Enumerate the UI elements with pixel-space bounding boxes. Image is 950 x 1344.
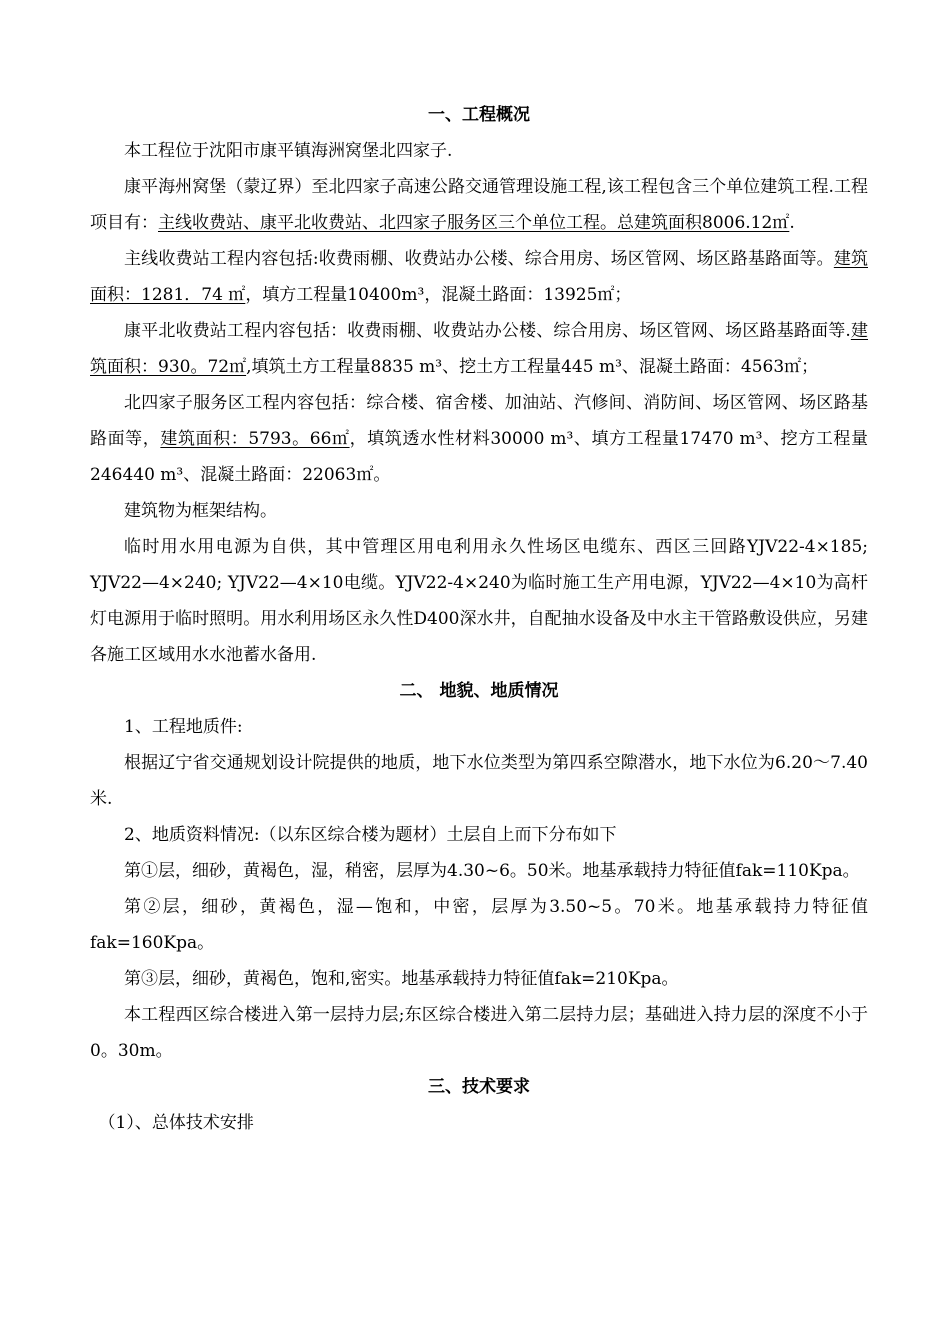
project-location-paragraph: 本工程位于沈阳市康平镇海洲窝堡北四家子. [124, 141, 453, 161]
main-toll-station-paragraph [90, 241, 868, 313]
utilities-paragraph: 临时用水用电源为自供，其中管理区用电利用永久性场区电缆东、西区三回路YJV22-4×185; YJV22—4×240; YJV22—4×10电缆。YJV22-4×240为临时施工生产用电源，YJV22—4×10为高杆灯电源用于临时照明。用水利用场区永久性D400深水井，自配抽水设备及中水主干管路敷设供应，另建各施工区域用水水池蓄水备用. [90, 537, 868, 665]
project-scope-text: 康平海州窝堡（蒙辽界）至北四家子高速公路交通管理设施工程,该工程包含三个单位建筑工程.工程项目有： [90, 177, 868, 233]
groundwater-paragraph: 根据辽宁省交通规划设计院提供的地质，地下水位类型为第四系空隙潜水，地下水位为6.20～7.40米. [90, 753, 868, 809]
technical-arrangement-item: （1）、总体技术安排 [98, 1113, 254, 1133]
structure-paragraph: 建筑物为框架结构。 [124, 501, 277, 521]
main-toll-quantities: ，填方工程量10400m³，混凝土路面：13925㎡； [245, 285, 632, 305]
service-area-paragraph [90, 385, 868, 493]
service-area-quantities: ，填筑透水性材料30000 m³、填方工程量17470 m³、挖方工程量246440 m³、混凝土路面：22063㎡。 [90, 429, 869, 485]
kangping-north-paragraph [90, 313, 868, 385]
service-area-area-underlined: 建筑面积：5793。66㎡ [160, 429, 350, 449]
main-toll-text: 主线收费站工程内容包括:收费雨棚、收费站办公楼、综合用房、场区管网、场区路基路面等。 [124, 249, 834, 269]
document-page [90, 97, 868, 1141]
section-1-title: 一、工程概况 [428, 105, 530, 125]
geology-item-1: 1、工程地质件: [124, 717, 243, 737]
soil-layer-3: 第③层，细砂，黄褐色，饱和,密实。地基承载持力特征值fak=210Kpa。 [124, 969, 679, 989]
project-scope-paragraph [90, 169, 868, 241]
soil-layer-1: 第①层，细砂，黄褐色，湿，稍密，层厚为4.30~6。50米。地基承载持力特征值fak=110Kpa。 [124, 861, 860, 881]
kangping-north-text: 康平北收费站工程内容包括：收费雨棚、收费站办公楼、综合用房、场区管网、场区路基路面等. [124, 321, 851, 341]
section-2-title: 二、 地貌、地质情况 [399, 681, 559, 701]
geology-item-2: 2、地质资料情况:（以东区综合楼为题材）土层自上而下分布如下 [124, 825, 617, 845]
service-area-text: 北四家子服务区工程内容包括：综合楼、宿舍楼、加油站、汽修间、消防间、场区管网、场区路基路面等， [90, 393, 868, 449]
project-units-underlined: 主线收费站、康平北收费站、北四家子服务区三个单位工程。总建筑面积8006.12㎡ [158, 213, 790, 233]
bearing-layer-paragraph: 本工程西区综合楼进入第一层持力层;东区综合楼进入第二层持力层；基础进入持力层的深度不小于0。30m。 [90, 1005, 868, 1061]
soil-layer-2: 第②层，细砂，黄褐色，湿—饱和，中密，层厚为3.50~5。70米。地基承载持力特征值fak=160Kpa。 [90, 897, 868, 953]
section-3-title: 三、技术要求 [428, 1077, 530, 1097]
main-toll-area-underlined: 建筑面积：1281．74 ㎡ [90, 249, 868, 305]
kangping-north-quantities: ,填筑土方工程量8835 m³、挖土方工程量445 m³、混凝土路面：4563㎡； [246, 357, 819, 377]
project-scope-end: . [789, 213, 795, 233]
kangping-north-area-underlined: 建筑面积：930。72㎡ [90, 321, 869, 377]
